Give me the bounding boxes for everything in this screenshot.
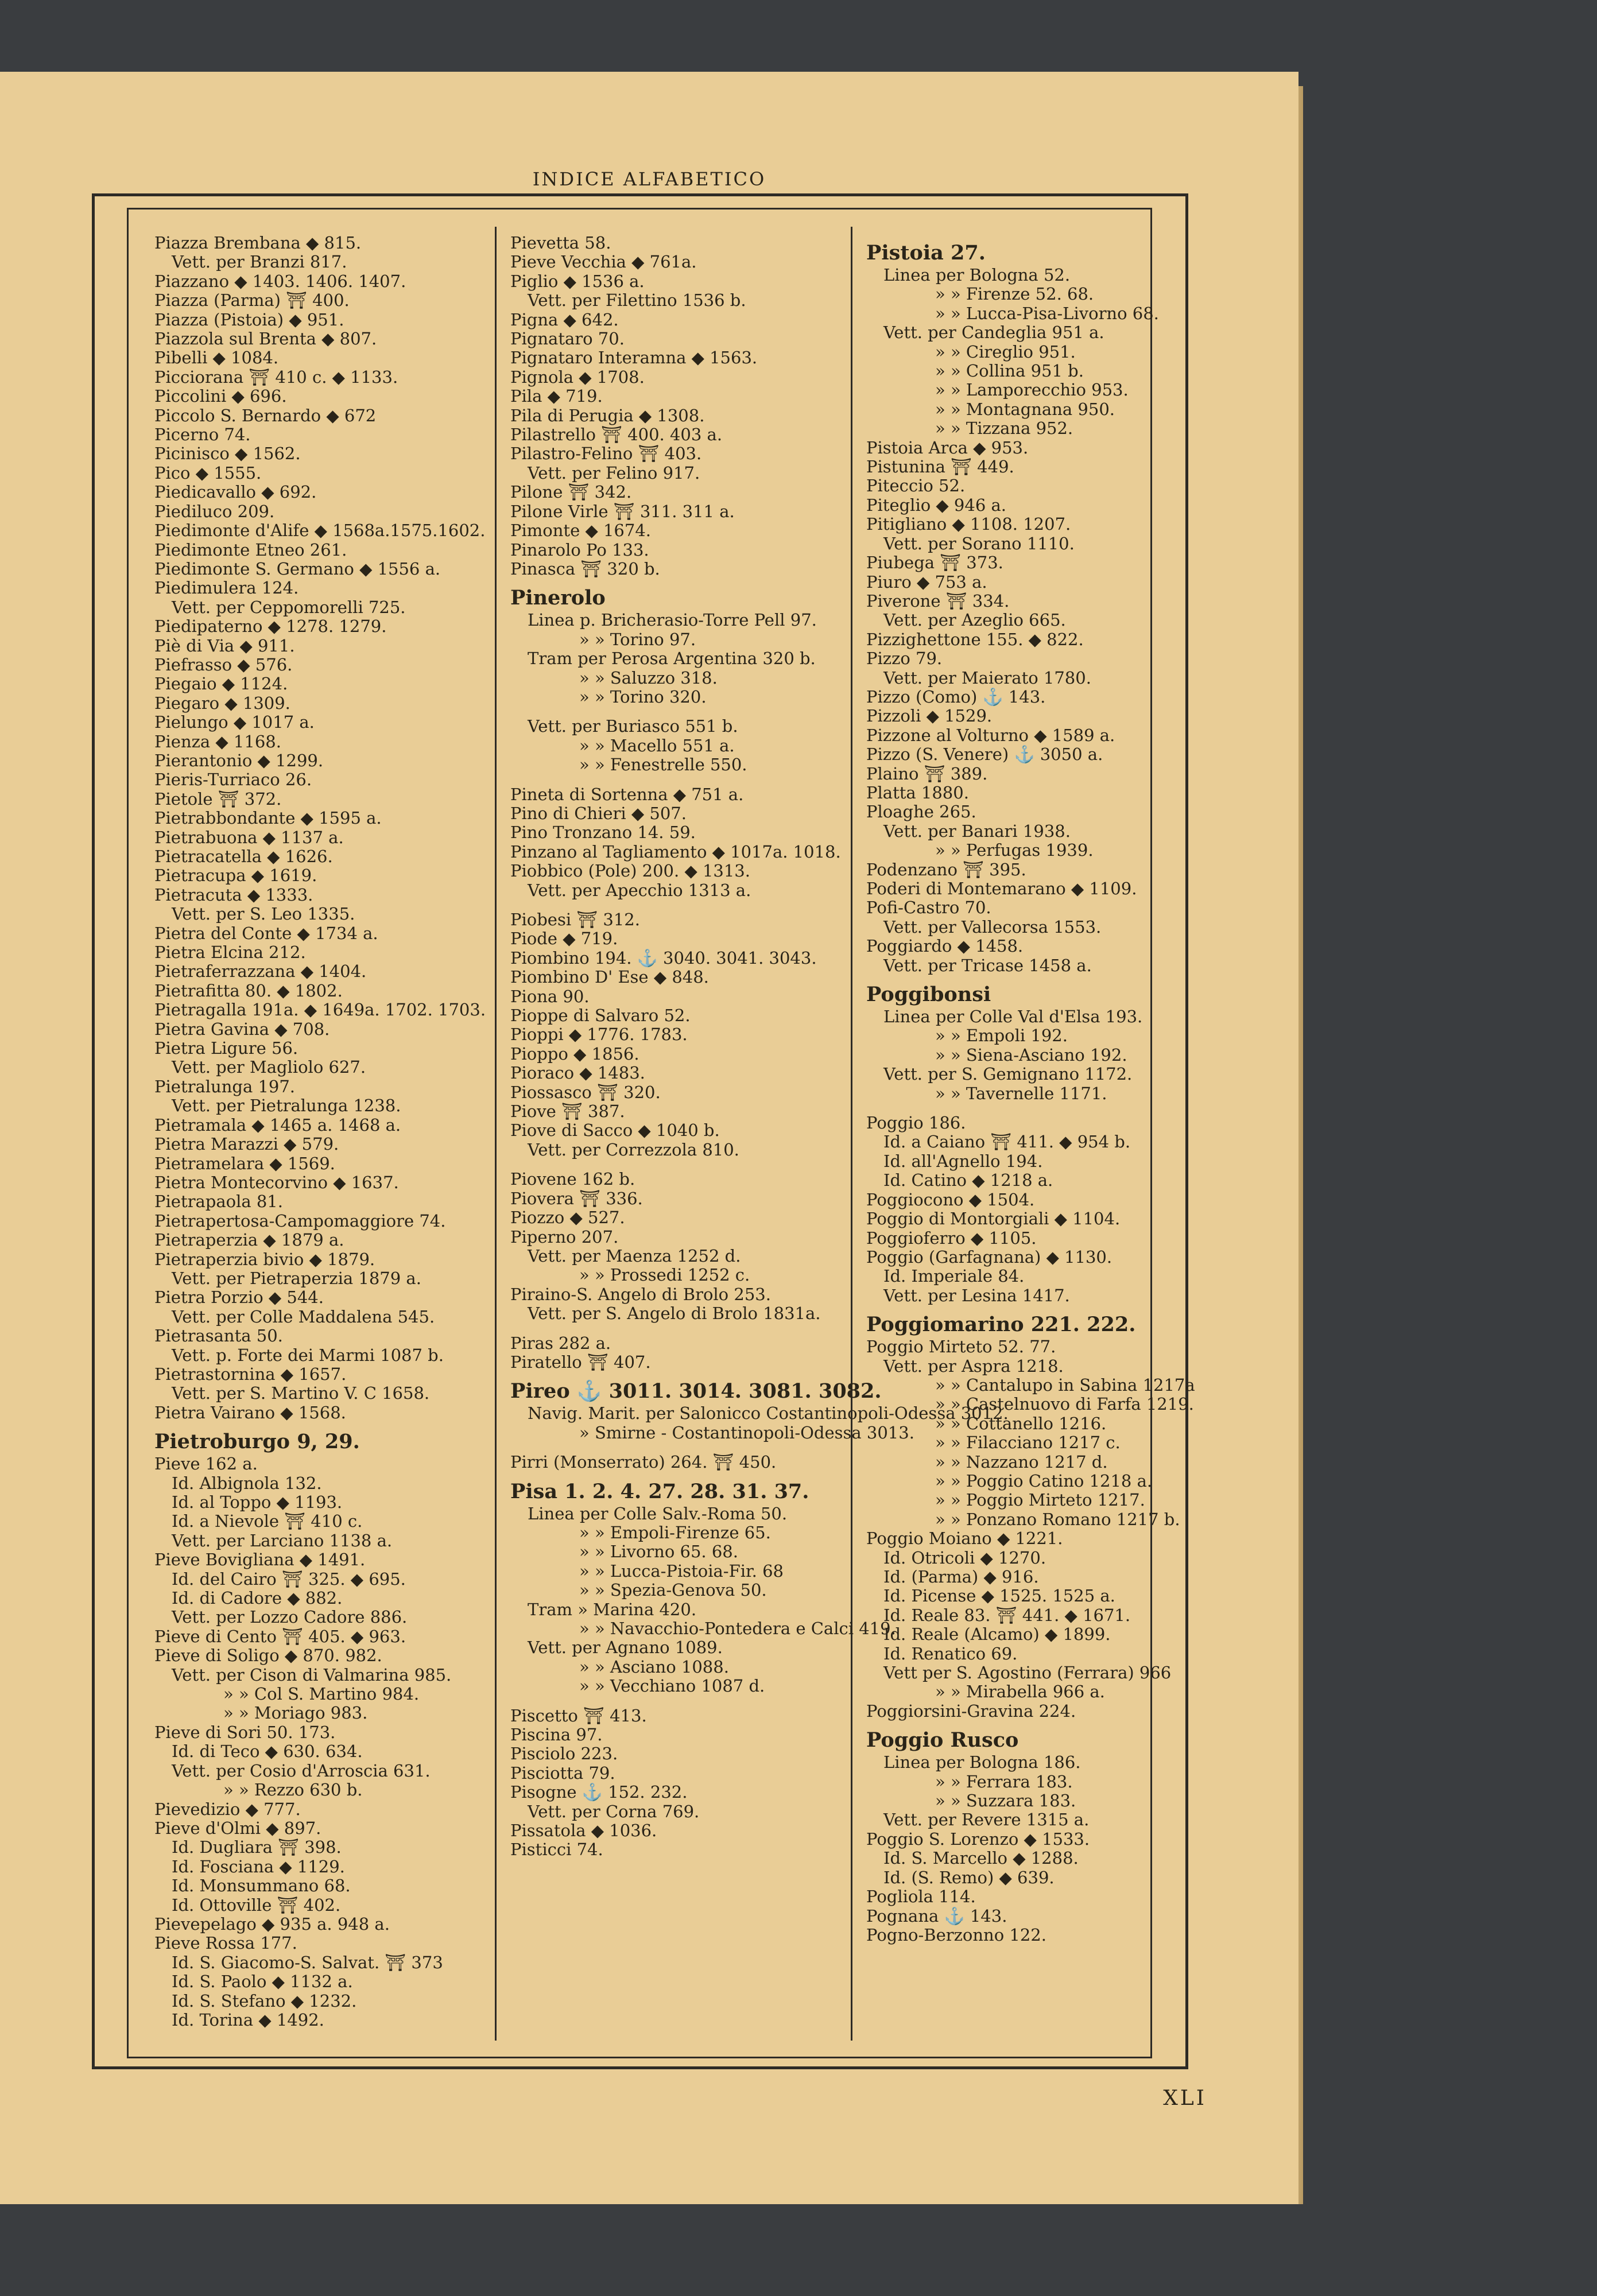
index-entry: Linea p. Bricherasio-Torre Pell 97. bbox=[528, 610, 817, 630]
index-entry: Pigna ◆ 642. bbox=[510, 309, 619, 329]
index-entry: » » Spezia-Genova 50. bbox=[579, 1580, 767, 1600]
index-entry: Pogliola 114. bbox=[866, 1887, 976, 1907]
index-entry: Poggio Mirteto 52. 77. bbox=[866, 1337, 1056, 1357]
index-entry: Id. Reale 83. ⛩ 441. ◆ 1671. bbox=[883, 1605, 1131, 1625]
index-entry: Piccolo S. Bernardo ◆ 672 bbox=[154, 405, 377, 425]
index-entry: Tram per Perosa Argentina 320 b. bbox=[528, 649, 816, 669]
index-entry: Vett. per Magliolo 627. bbox=[172, 1057, 366, 1077]
index-entry: Pila ◆ 719. bbox=[510, 386, 603, 406]
index-entry: Poggiardo ◆ 1458. bbox=[866, 936, 1024, 956]
index-entry: Linea per Bologna 186. bbox=[883, 1752, 1081, 1773]
index-entry: Piedimonte Etneo 261. bbox=[154, 540, 347, 560]
index-entry: Id. a Nievole ⛩ 410 c. bbox=[172, 1511, 363, 1531]
index-entry: » » Vecchiano 1087 d. bbox=[579, 1676, 765, 1696]
index-entry: Pieve Bovigliana ◆ 1491. bbox=[154, 1550, 366, 1570]
index-entry: Piubega ⛩ 373. bbox=[866, 553, 1003, 573]
index-entry: Piglio ◆ 1536 a. bbox=[510, 271, 645, 291]
index-heading: Poggiomarino 221. 222. bbox=[866, 1313, 1136, 1337]
index-entry: Picerno 74. bbox=[154, 425, 251, 445]
index-entry: Id. Albignola 132. bbox=[172, 1473, 322, 1493]
index-entry: Pimonte ◆ 1674. bbox=[510, 521, 651, 541]
index-entry: Id. Otricoli ◆ 1270. bbox=[883, 1548, 1046, 1568]
index-entry: Pibelli ◆ 1084. bbox=[154, 348, 279, 368]
index-entry: Piazza (Parma) ⛩ 400. bbox=[154, 290, 350, 311]
index-entry: » » Suzzara 183. bbox=[935, 1791, 1076, 1811]
index-entry: Id. S. Stefano ◆ 1232. bbox=[172, 1991, 357, 2011]
index-entry: Pieve di Sori 50. 173. bbox=[154, 1722, 336, 1742]
index-entry: Id. Renatico 69. bbox=[883, 1643, 1018, 1663]
index-frame bbox=[92, 193, 1195, 2069]
index-entry: Vett. per S. Angelo di Brolo 1831a. bbox=[528, 1304, 821, 1324]
index-entry: Id. Torina ◆ 1492. bbox=[172, 2010, 324, 2030]
index-entry: Id. Dugliara ⛩ 398. bbox=[172, 1837, 342, 1857]
index-entry: Podenzano ⛩ 395. bbox=[866, 859, 1026, 879]
index-heading: Poggibonsi bbox=[866, 983, 991, 1007]
index-entry: » » Collina 951 b. bbox=[935, 361, 1084, 381]
index-entry: Pignataro Interamna ◆ 1563. bbox=[510, 348, 758, 368]
index-entry: Id. S. Giacomo-S. Salvat. ⛩ 373 bbox=[172, 1952, 443, 1972]
index-entry: » » Livorno 65. 68. bbox=[579, 1542, 738, 1562]
index-entry: Poggiocono ◆ 1504. bbox=[866, 1189, 1035, 1209]
index-entry: Vett. p. Forte dei Marmi 1087 b. bbox=[172, 1345, 444, 1365]
index-entry: Pieve Vecchia ◆ 761a. bbox=[510, 252, 697, 272]
index-entry: Vett. per Tricase 1458 a. bbox=[883, 955, 1092, 975]
index-entry: Pilone Virle ⛩ 311. 311 a. bbox=[510, 501, 735, 521]
index-entry: Pietrafitta 80. ◆ 1802. bbox=[154, 980, 343, 1000]
index-entry: Pieve 162 a. bbox=[154, 1454, 258, 1474]
index-entry: » » Montagnana 950. bbox=[935, 399, 1115, 419]
index-entry: Vett. per Corna 769. bbox=[528, 1801, 700, 1821]
index-entry: Pistoia Arca ◆ 953. bbox=[866, 437, 1029, 457]
index-entry: Piona 90. bbox=[510, 986, 590, 1006]
index-entry: Vett. per Revere 1315 a. bbox=[883, 1810, 1090, 1830]
index-entry: Pietra Porzio ◆ 544. bbox=[154, 1287, 324, 1308]
index-entry: Pievedizio ◆ 777. bbox=[154, 1799, 301, 1819]
index-entry: Vett. per Filettino 1536 b. bbox=[528, 290, 746, 311]
index-entry: Linea per Colle Salv.-Roma 50. bbox=[528, 1503, 788, 1523]
entry-gap bbox=[510, 1159, 852, 1170]
index-entry: Piove ⛩ 387. bbox=[510, 1102, 625, 1122]
index-entry: Piozzo ◆ 527. bbox=[510, 1208, 625, 1228]
index-entry: Pietramala ◆ 1465 a. 1468 a. bbox=[154, 1115, 401, 1135]
index-entry: Piras 282 a. bbox=[510, 1333, 611, 1353]
index-entry: Piazza Brembana ◆ 815. bbox=[154, 233, 362, 253]
index-entry: Pilone ⛩ 342. bbox=[510, 482, 632, 502]
index-entry: Vett. per Aspra 1218. bbox=[883, 1356, 1064, 1376]
index-entry: » » Ferrara 183. bbox=[935, 1771, 1073, 1791]
entry-gap bbox=[510, 707, 852, 717]
index-entry: Vett. per S. Leo 1335. bbox=[172, 904, 355, 924]
index-entry: Piedimulera 124. bbox=[154, 578, 299, 598]
index-entry: Poggio di Montorgiali ◆ 1104. bbox=[866, 1209, 1121, 1229]
index-entry: Poderi di Montemarano ◆ 1109. bbox=[866, 879, 1137, 898]
index-entry: Piovera ⛩ 336. bbox=[510, 1188, 643, 1208]
index-entry: Id. (Parma) ◆ 916. bbox=[883, 1567, 1039, 1587]
index-entry: Piperno 207. bbox=[510, 1227, 619, 1247]
index-entry: Pietraferrazzana ◆ 1404. bbox=[154, 961, 367, 982]
entry-gap bbox=[510, 1324, 852, 1334]
index-column-1 bbox=[154, 234, 496, 2030]
index-entry: Pietrabuona ◆ 1137 a. bbox=[154, 827, 344, 847]
index-entry: » » Cantalupo in Sabina 1217a bbox=[935, 1375, 1195, 1395]
index-entry: Pinasca ⛩ 320 b. bbox=[510, 559, 660, 579]
index-entry: Piobbico (Pole) 200. ◆ 1313. bbox=[510, 861, 750, 881]
index-entry: Pieris-Turriaco 26. bbox=[154, 770, 312, 790]
index-entry: Pietrastornina ◆ 1657. bbox=[154, 1364, 347, 1384]
index-entry: Poggio (Garfagnana) ◆ 1130. bbox=[866, 1247, 1113, 1267]
index-entry: Vett. per Ceppomorelli 725. bbox=[172, 597, 406, 617]
index-entry: Pisciolo 223. bbox=[510, 1744, 618, 1764]
index-entry: Piscina 97. bbox=[510, 1725, 603, 1745]
index-entry: » » Torino 320. bbox=[579, 687, 707, 707]
index-entry: Vett. per Maenza 1252 d. bbox=[528, 1246, 741, 1266]
index-entry: Piè di Via ◆ 911. bbox=[154, 635, 295, 656]
index-entry: Id. Fosciana ◆ 1129. bbox=[172, 1856, 345, 1876]
index-entry: Linea per Colle Val d'Elsa 193. bbox=[883, 1007, 1143, 1027]
index-column-3 bbox=[866, 234, 1208, 1945]
index-frame-inner bbox=[127, 208, 1195, 2058]
index-entry: Pioppe di Salvaro 52. bbox=[510, 1006, 691, 1026]
index-heading: Pinerolo bbox=[510, 586, 606, 610]
index-entry: Pietrasanta 50. bbox=[154, 1326, 283, 1346]
index-entry: Poggio Moiano ◆ 1221. bbox=[866, 1529, 1063, 1549]
index-entry: Piobesi ⛩ 312. bbox=[510, 910, 640, 929]
index-entry: Poggiorsini-Gravina 224. bbox=[866, 1701, 1076, 1721]
index-entry: Pietra del Conte ◆ 1734 a. bbox=[154, 923, 378, 943]
index-entry: Piefrasso ◆ 576. bbox=[154, 654, 293, 674]
page-number: XLI bbox=[1163, 2086, 1207, 2110]
index-entry: Id. (S. Remo) ◆ 639. bbox=[883, 1867, 1055, 1887]
index-entry: Pirri (Monserrato) 264. ⛩ 450. bbox=[510, 1452, 777, 1472]
page-header: INDICE ALFABETICO bbox=[532, 168, 766, 190]
index-entry: » » Empoli 192. bbox=[935, 1026, 1068, 1046]
index-entry: Piossasco ⛩ 320. bbox=[510, 1082, 661, 1102]
index-entry: Vett. per Lozzo Cadore 886. bbox=[172, 1607, 408, 1627]
index-entry: Piscetto ⛩ 413. bbox=[510, 1705, 647, 1725]
index-entry: Pietramelara ◆ 1569. bbox=[154, 1153, 335, 1173]
index-entry: Vett. per S. Gemignano 1172. bbox=[883, 1064, 1133, 1084]
index-entry: Id. Picense ◆ 1525. 1525 a. bbox=[883, 1586, 1115, 1606]
index-entry: Id. S. Paolo ◆ 1132 a. bbox=[172, 1972, 353, 1992]
index-entry: » » Tizzana 952. bbox=[935, 418, 1073, 439]
index-entry: Pico ◆ 1555. bbox=[154, 463, 262, 483]
index-entry: Id. S. Marcello ◆ 1288. bbox=[883, 1848, 1079, 1868]
index-entry: Pineta di Sortenna ◆ 751 a. bbox=[510, 784, 744, 804]
index-entry: Pistunina ⛩ 449. bbox=[866, 457, 1014, 477]
index-entry: Piombino D' Ese ◆ 848. bbox=[510, 967, 709, 987]
index-entry: » » Moriago 983. bbox=[223, 1703, 368, 1723]
index-entry: Vett. per Candeglia 951 a. bbox=[883, 323, 1104, 343]
index-entry: » » Fenestrelle 550. bbox=[579, 755, 747, 775]
index-entry: Pietrabbondante ◆ 1595 a. bbox=[154, 808, 382, 828]
index-entry: Poggio S. Lorenzo ◆ 1533. bbox=[866, 1829, 1090, 1849]
entry-gap bbox=[510, 1696, 852, 1707]
index-entry: Pizzo (S. Venere) ⚓ 3050 a. bbox=[866, 744, 1103, 765]
book-page bbox=[0, 72, 1298, 2204]
index-entry: Tram » Marina 420. bbox=[528, 1599, 697, 1619]
index-entry: Piediluco 209. bbox=[154, 501, 275, 521]
index-entry: Ploaghe 265. bbox=[866, 802, 976, 822]
index-entry: Picinisco ◆ 1562. bbox=[154, 444, 301, 464]
index-entry: Pisticci 74. bbox=[510, 1840, 603, 1860]
index-entry: Piazzano ◆ 1403. 1406. 1407. bbox=[154, 271, 406, 291]
index-entry: Id. Ottoville ⛩ 402. bbox=[172, 1895, 341, 1915]
index-entry: Vett. per Buriasco 551 b. bbox=[528, 716, 738, 736]
index-entry: Plaino ⛩ 389. bbox=[866, 763, 988, 784]
index-entry: Pietragalla 191a. ◆ 1649a. 1702. 1703. bbox=[154, 1000, 486, 1020]
index-entry: » » Ponzano Romano 1217 b. bbox=[935, 1509, 1180, 1529]
index-entry: Id. di Teco ◆ 630. 634. bbox=[172, 1742, 363, 1762]
index-entry: Vett. per Pietraperzia 1879 a. bbox=[172, 1268, 421, 1288]
index-entry: Id. del Cairo ⛩ 325. ◆ 695. bbox=[172, 1569, 406, 1589]
index-entry: » » Nazzano 1217 d. bbox=[935, 1452, 1108, 1472]
index-entry: Pienza ◆ 1168. bbox=[154, 731, 281, 751]
index-entry: Pietraperzia bivio ◆ 1879. bbox=[154, 1249, 375, 1269]
index-entry: » » Macello 551 a. bbox=[579, 735, 735, 755]
index-entry: Vett. per Vallecorsa 1553. bbox=[883, 917, 1102, 937]
index-heading: Pietroburgo 9, 29. bbox=[154, 1430, 360, 1454]
index-entry: Pitigliano ◆ 1108. 1207. bbox=[866, 514, 1071, 534]
index-entry: Pizzo (Como) ⚓ 143. bbox=[866, 687, 1046, 707]
index-entry: » » Filacciano 1217 c. bbox=[935, 1433, 1121, 1453]
index-entry: Pisogne ⚓ 152. 232. bbox=[510, 1782, 688, 1802]
index-entry: Pizzo 79. bbox=[866, 649, 943, 669]
index-entry: Linea per Bologna 52. bbox=[883, 265, 1071, 285]
index-entry: Pizzoli ◆ 1529. bbox=[866, 706, 993, 726]
index-entry: Vett. per Branzi 817. bbox=[172, 252, 347, 272]
index-entry: Piteglio ◆ 946 a. bbox=[866, 495, 1006, 515]
index-entry: Piombino 194. ⚓ 3040. 3041. 3043. bbox=[510, 948, 817, 968]
index-entry: Vett. per Banari 1938. bbox=[883, 821, 1071, 841]
index-entry: Pisciotta 79. bbox=[510, 1763, 615, 1783]
index-entry: » » Torino 97. bbox=[579, 629, 696, 649]
index-entry: Vett. per Cosio d'Arroscia 631. bbox=[172, 1760, 431, 1781]
index-entry: Piccolini ◆ 696. bbox=[154, 386, 287, 406]
index-entry: Pietracatella ◆ 1626. bbox=[154, 847, 333, 866]
index-entry: Pietra Vairano ◆ 1568. bbox=[154, 1402, 346, 1422]
index-entry: » » Navacchio-Pontedera e Calci 419. bbox=[579, 1619, 896, 1638]
index-entry: Id. Reale (Alcamo) ◆ 1899. bbox=[883, 1624, 1111, 1645]
index-entry: Id. al Toppo ◆ 1193. bbox=[172, 1492, 343, 1512]
index-entry: » » Perfugas 1939. bbox=[935, 840, 1094, 860]
index-entry: Pino di Chieri ◆ 507. bbox=[510, 803, 687, 823]
index-entry: Vett. per Sorano 1110. bbox=[883, 533, 1075, 553]
index-entry: Pioppi ◆ 1776. 1783. bbox=[510, 1025, 688, 1045]
index-entry: Pioppo ◆ 1856. bbox=[510, 1044, 639, 1064]
index-entry: Piverone ⛩ 334. bbox=[866, 591, 1010, 611]
index-heading: Pireo ⚓ 3011. 3014. 3081. 3082. bbox=[510, 1379, 882, 1403]
index-entry: Vett. per Agnano 1089. bbox=[528, 1638, 723, 1658]
index-entry: Piteccio 52. bbox=[866, 476, 966, 496]
index-entry: Vett per S. Agostino (Ferrara) 966 bbox=[883, 1663, 1172, 1683]
index-entry: Pignataro 70. bbox=[510, 329, 625, 349]
index-entry: Vett. per Maierato 1780. bbox=[883, 668, 1091, 688]
index-entry: Pieve Rossa 177. bbox=[154, 1933, 297, 1953]
index-entry: Piedicavallo ◆ 692. bbox=[154, 482, 317, 502]
index-entry: Piode ◆ 719. bbox=[510, 929, 618, 949]
index-entry: » Smirne - Costantinopoli-Odessa 3013. bbox=[579, 1422, 914, 1442]
index-entry: Pievepelago ◆ 935 a. 948 a. bbox=[154, 1914, 390, 1934]
index-heading: Poggio Rusco bbox=[866, 1728, 1019, 1752]
index-entry: Pizzighettone 155. ◆ 822. bbox=[866, 629, 1084, 649]
index-entry: Pila di Perugia ◆ 1308. bbox=[510, 405, 705, 425]
index-heading: Pistoia 27. bbox=[866, 241, 986, 265]
entry-gap bbox=[866, 1103, 1208, 1114]
index-entry: Piazza (Pistoia) ◆ 951. bbox=[154, 309, 344, 329]
index-entry: Piovene 162 b. bbox=[510, 1169, 635, 1189]
index-entry: Pignola ◆ 1708. bbox=[510, 367, 645, 387]
index-entry: Pilastro-Felino ⛩ 403. bbox=[510, 444, 702, 464]
index-entry: Picciorana ⛩ 410 c. ◆ 1133. bbox=[154, 367, 398, 387]
index-entry: Platta 1880. bbox=[866, 782, 969, 802]
index-entry: Poggio 186. bbox=[866, 1113, 966, 1133]
index-entry: Pietraperzia ◆ 1879 a. bbox=[154, 1230, 344, 1250]
index-entry: » » Lucca-Pistoia-Fir. 68 bbox=[579, 1561, 784, 1581]
index-entry: » » Cottanello 1216. bbox=[935, 1413, 1107, 1433]
index-entry: » » Prossedi 1252 c. bbox=[579, 1265, 750, 1285]
index-entry: » » Poggio Mirteto 1217. bbox=[935, 1490, 1145, 1510]
index-entry: Pietra Gavina ◆ 708. bbox=[154, 1019, 330, 1039]
index-entry: Pietrapaola 81. bbox=[154, 1192, 283, 1212]
index-entry: Id. all'Agnello 194. bbox=[883, 1151, 1043, 1171]
index-entry: Pietrapertosa-Campomaggiore 74. bbox=[154, 1211, 446, 1231]
index-entry: Piratello ⛩ 407. bbox=[510, 1352, 651, 1372]
index-entry: » » Rezzo 630 b. bbox=[223, 1780, 363, 1800]
index-entry: » » Lucca-Pisa-Livorno 68. bbox=[935, 303, 1159, 323]
index-entry: » » Col S. Martino 984. bbox=[223, 1684, 420, 1704]
index-entry: » » Saluzzo 318. bbox=[579, 668, 718, 688]
index-entry: Vett. per Pietralunga 1238. bbox=[172, 1096, 401, 1116]
index-entry: Pietra Montecorvino ◆ 1637. bbox=[154, 1172, 399, 1192]
index-entry: Piegaio ◆ 1124. bbox=[154, 674, 288, 694]
index-entry: Pofi-Castro 70. bbox=[866, 898, 991, 918]
index-entry: » » Tavernelle 1171. bbox=[935, 1083, 1107, 1103]
index-entry: Pieve di Soligo ◆ 870. 982. bbox=[154, 1646, 382, 1666]
index-entry: Pogno-Berzonno 122. bbox=[866, 1925, 1046, 1945]
index-entry: Piazzola sul Brenta ◆ 807. bbox=[154, 329, 377, 349]
index-entry: » » Mirabella 966 a. bbox=[935, 1682, 1105, 1702]
index-entry: » » Empoli-Firenze 65. bbox=[579, 1522, 771, 1542]
index-entry: Piove di Sacco ◆ 1040 b. bbox=[510, 1120, 720, 1141]
index-entry: Pietra Ligure 56. bbox=[154, 1038, 299, 1058]
index-entry: Vett. per Lesina 1417. bbox=[883, 1285, 1070, 1305]
index-entry: Pietra Elcina 212. bbox=[154, 943, 306, 963]
index-entry: Piedimonte S. Germano ◆ 1556 a. bbox=[154, 559, 441, 579]
index-entry: Piedimonte d'Alife ◆ 1568a.1575.1602. bbox=[154, 521, 486, 541]
index-entry: Pietralunga 197. bbox=[154, 1076, 296, 1096]
index-entry: » » Lamporecchio 953. bbox=[935, 380, 1129, 400]
index-entry: Pognana ⚓ 143. bbox=[866, 1906, 1007, 1926]
index-entry: Piuro ◆ 753 a. bbox=[866, 572, 987, 592]
index-entry: Pioraco ◆ 1483. bbox=[510, 1063, 645, 1083]
index-entry: Vett. per Felino 917. bbox=[528, 463, 700, 483]
index-entry: » » Cireglio 951. bbox=[935, 342, 1076, 362]
index-entry: Pieve di Cento ⛩ 405. ◆ 963. bbox=[154, 1626, 406, 1646]
index-entry: Poggioferro ◆ 1105. bbox=[866, 1228, 1037, 1248]
index-entry: Vett. per S. Martino V. C 1658. bbox=[172, 1383, 430, 1403]
index-entry: » » Poggio Catino 1218 a. bbox=[935, 1471, 1153, 1491]
index-entry: Pieve d'Olmi ◆ 897. bbox=[154, 1818, 321, 1838]
index-entry: Vett. per Azeglio 665. bbox=[883, 610, 1066, 630]
entry-gap bbox=[510, 900, 852, 910]
index-entry: Id. Imperiale 84. bbox=[883, 1266, 1025, 1286]
index-entry: Vett. per Colle Maddalena 545. bbox=[172, 1306, 435, 1327]
entry-gap bbox=[510, 775, 852, 785]
index-entry: Piedipaterno ◆ 1278. 1279. bbox=[154, 616, 387, 637]
index-entry: Vett. per Cison di Valmarina 985. bbox=[172, 1665, 452, 1685]
index-entry: Pilastrello ⛩ 400. 403 a. bbox=[510, 425, 723, 445]
index-entry: Pietracupa ◆ 1619. bbox=[154, 866, 317, 886]
index-entry: Id. Monsummano 68. bbox=[172, 1876, 351, 1896]
index-entry: Id. di Cadore ◆ 882. bbox=[172, 1588, 343, 1608]
index-entry: Piegaro ◆ 1309. bbox=[154, 693, 290, 713]
index-entry: » » Castelnuovo di Farfa 1219. bbox=[935, 1394, 1194, 1414]
index-entry: Pierantonio ◆ 1299. bbox=[154, 750, 324, 770]
index-entry: Vett. per Larciano 1138 a. bbox=[172, 1530, 393, 1550]
index-entry: Pizzone al Volturno ◆ 1589 a. bbox=[866, 725, 1115, 745]
index-entry: Id. a Caiano ⛩ 411. ◆ 954 b. bbox=[883, 1132, 1131, 1152]
index-entry: Id. Catino ◆ 1218 a. bbox=[883, 1170, 1053, 1190]
index-entry: » » Firenze 52. 68. bbox=[935, 284, 1094, 304]
index-entry: Vett. per Correzzola 810. bbox=[528, 1139, 739, 1159]
index-entry: Pietracuta ◆ 1333. bbox=[154, 885, 313, 905]
index-entry: Pinzano al Tagliamento ◆ 1017a. 1018. bbox=[510, 841, 841, 862]
index-entry: Pissatola ◆ 1036. bbox=[510, 1821, 657, 1841]
index-entry: Pinarolo Po 133. bbox=[510, 540, 649, 560]
index-entry: Pietole ⛩ 372. bbox=[154, 789, 282, 809]
index-entry: Navig. Marit. per Salonicco Costantinopoli-Odessa 3012. bbox=[528, 1403, 1009, 1424]
index-entry: Pino Tronzano 14. 59. bbox=[510, 823, 696, 843]
index-entry: » » Siena-Asciano 192. bbox=[935, 1045, 1127, 1065]
index-entry: Pielungo ◆ 1017 a. bbox=[154, 712, 315, 732]
entry-gap bbox=[510, 1442, 852, 1453]
index-entry: Piraino-S. Angelo di Brolo 253. bbox=[510, 1284, 771, 1304]
index-entry: » » Asciano 1088. bbox=[579, 1657, 729, 1677]
index-entry: Pievetta 58. bbox=[510, 233, 611, 253]
index-entry: Pietra Marazzi ◆ 579. bbox=[154, 1134, 339, 1154]
index-heading: Pisa 1. 2. 4. 27. 28. 31. 37. bbox=[510, 1479, 809, 1503]
index-entry: Vett. per Apecchio 1313 a. bbox=[528, 880, 751, 900]
